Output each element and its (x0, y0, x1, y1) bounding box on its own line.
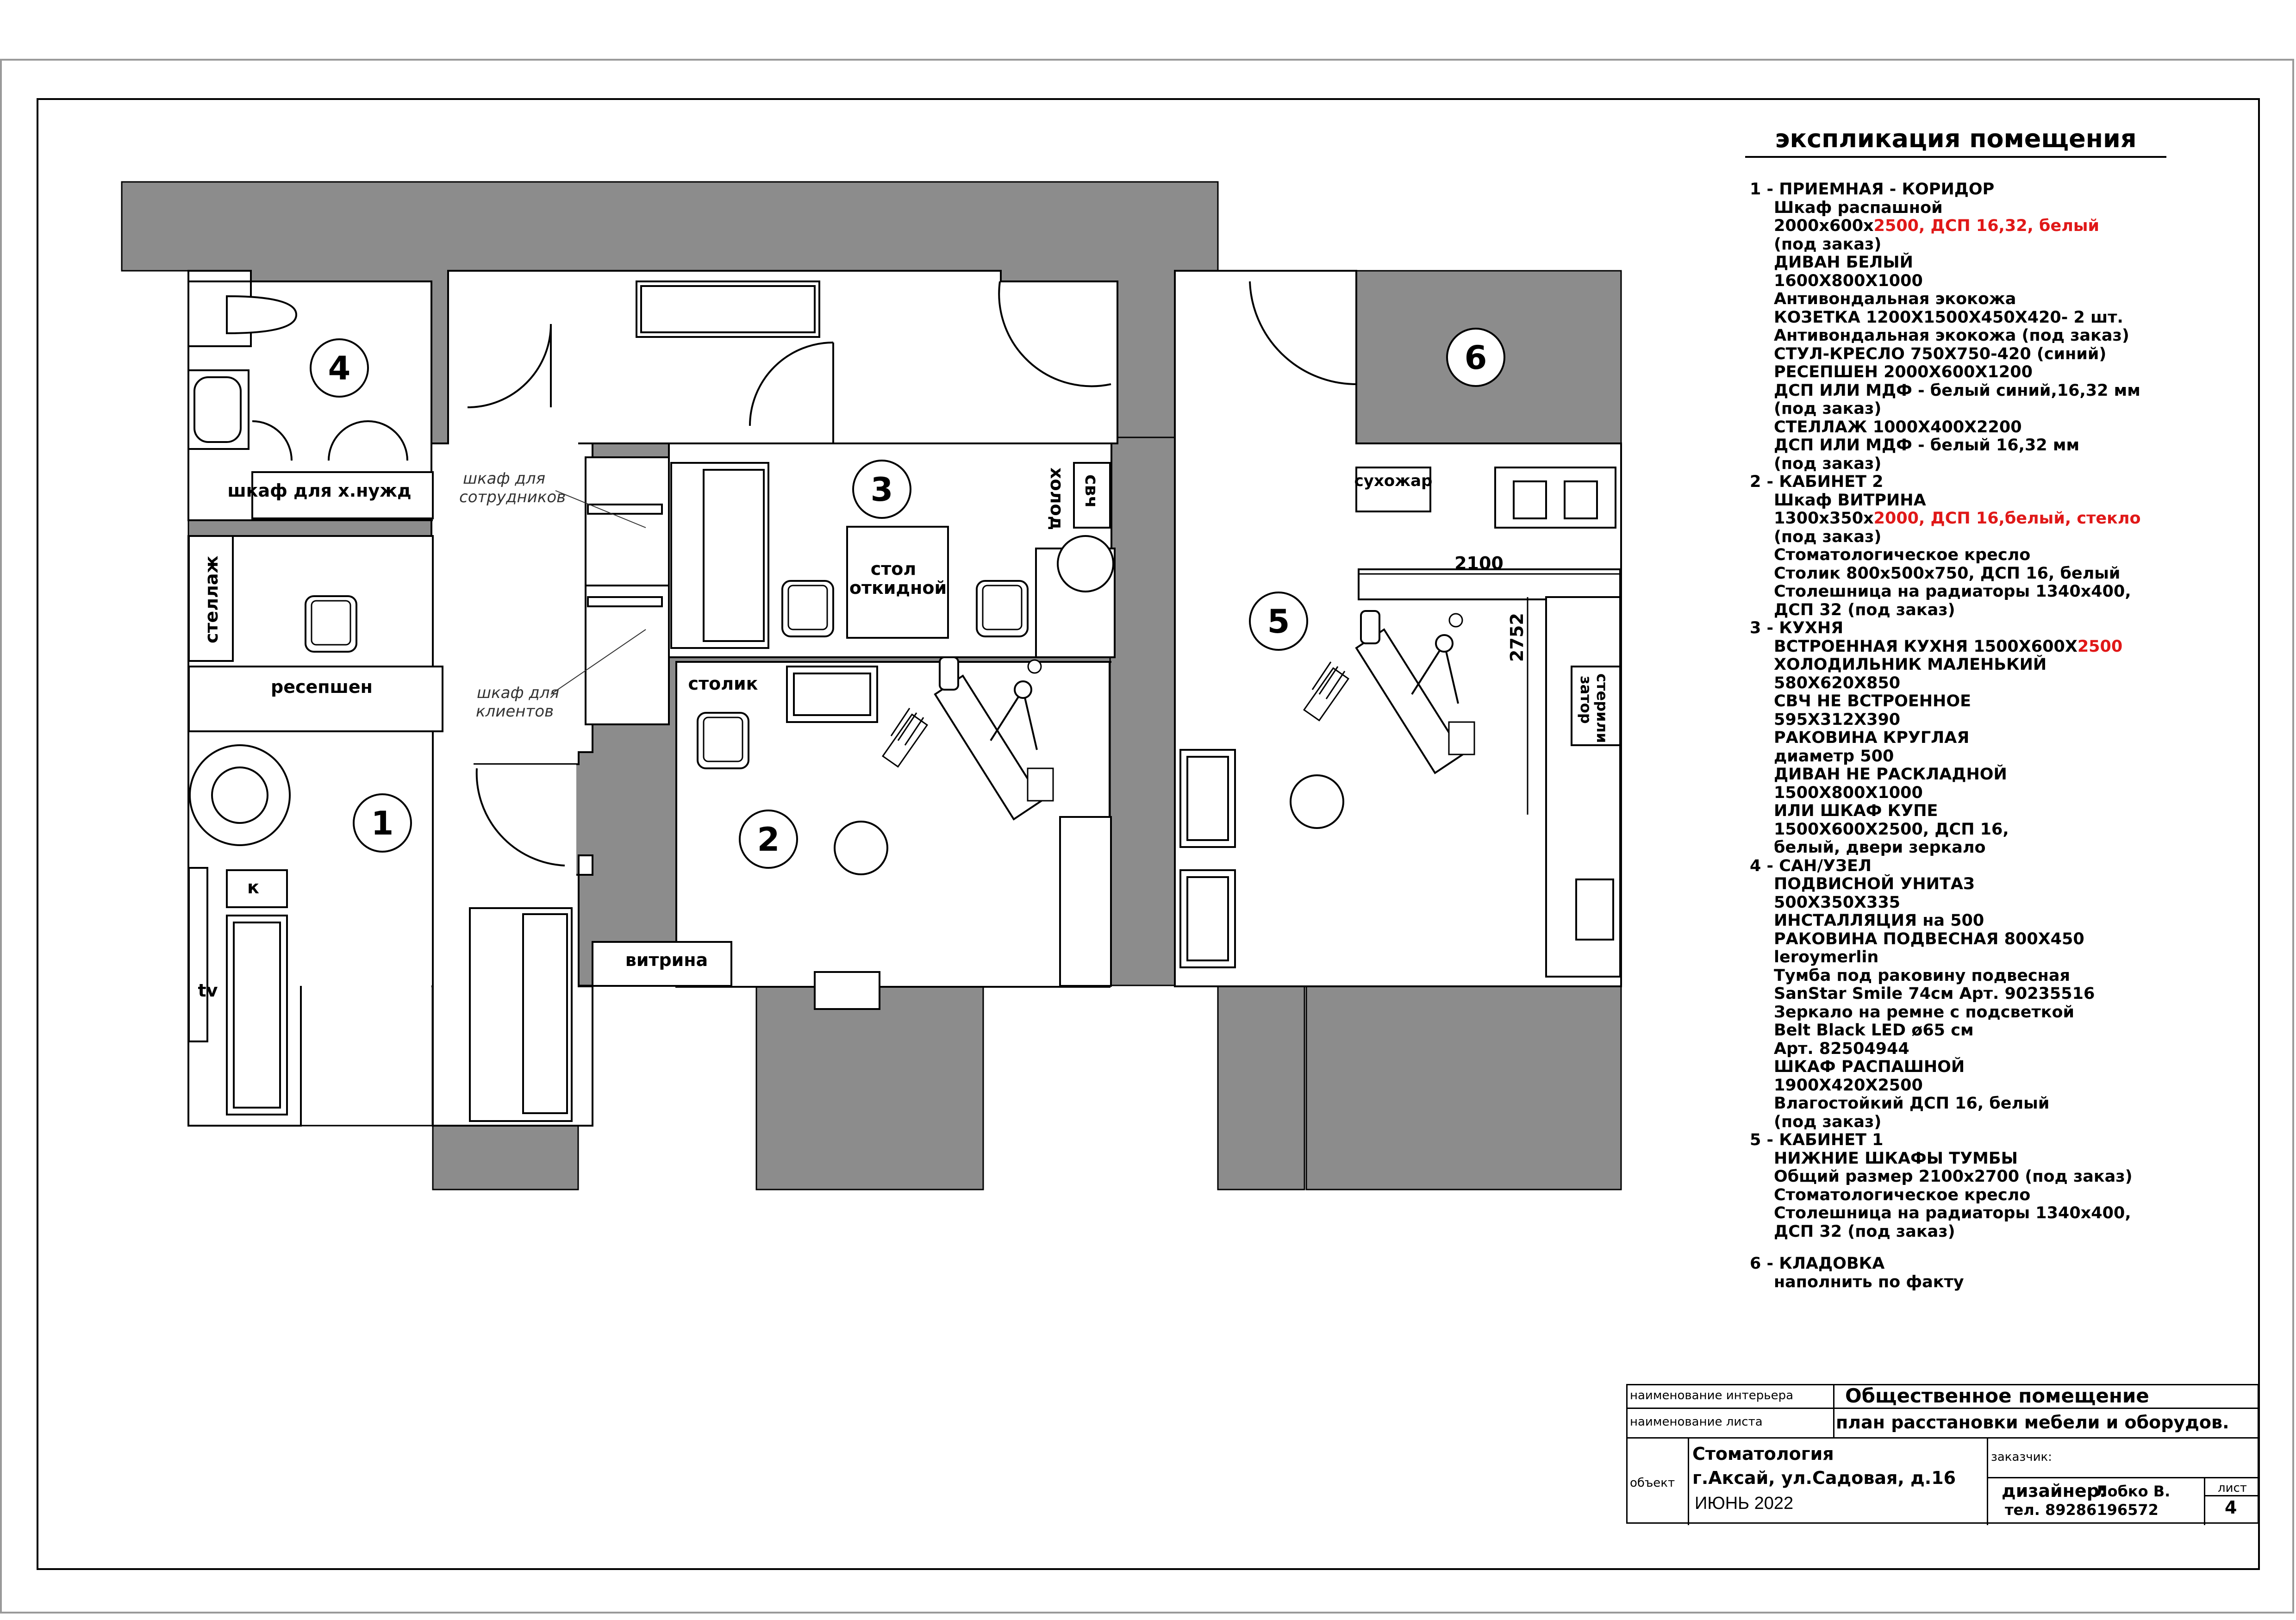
designer-phone: тел. 89286196572 (2005, 1501, 2159, 1519)
explication-text: ДСП ИЛИ МДФ - белый синий,16,32 мм (1774, 381, 2140, 400)
explication-item (1750, 692, 2259, 711)
explication-text: СТУЛ-КРЕСЛО 750Х750-420 (синий) (1774, 344, 2107, 363)
explication-text: leroymerlin (1774, 948, 1879, 966)
explication-text: РАКОВИНА КРУГЛАЯ (1774, 729, 1970, 747)
explication-item (1750, 1095, 2259, 1113)
label-staff-wardrobe-2: сотрудников (459, 488, 566, 506)
sheet-number: 4 (2225, 1497, 2237, 1518)
label-wardrobe-household: шкаф для х.нужд (227, 480, 412, 501)
explication-list (1750, 181, 2259, 1291)
explication-item (1750, 766, 2259, 784)
explication-item (1750, 363, 2259, 382)
explication-item (1750, 985, 2259, 1003)
explication-item (1750, 1204, 2259, 1223)
explication-text: Столик 800х500х750, ДСП 16, белый (1774, 564, 2121, 583)
room-number-3: 3 (870, 471, 893, 509)
explication-text: ДИВАН НЕ РАСКЛАДНОЙ (1774, 765, 2007, 784)
explication-text: 1500Х600Х2500, ДСП 16, (1774, 820, 2009, 839)
explication-text: 1300х350х (1774, 509, 1874, 528)
room-number-6: 6 (1464, 339, 1487, 377)
explication-item (1750, 656, 2259, 674)
label-microwave: свч (1081, 474, 1102, 508)
object-label: объект (1630, 1476, 1675, 1490)
explication-text: ИЛИ ШКАФ КУПЕ (1774, 802, 1938, 820)
explication-text: Стоматологическое кресло (1774, 1185, 2031, 1204)
explication-item (1750, 875, 2259, 894)
explication-text: Общий размер 2100х2700 (под заказ) (1774, 1167, 2133, 1186)
explication-item (1750, 802, 2259, 821)
explication-item (1750, 345, 2259, 364)
explication-text: диаметр 500 (1774, 747, 1894, 766)
label-client-wardrobe-1: шкаф для (477, 684, 560, 702)
explication-text: РЕСЕПШЕН 2000Х600Х1200 (1774, 363, 2033, 381)
explication-text: SanStar Smile 74см Арт. 90235516 (1774, 984, 2095, 1003)
room-number-1: 1 (371, 804, 394, 842)
explication-item (1750, 894, 2259, 912)
interior-label: наименование интерьера (1630, 1389, 1794, 1402)
chair-cabinet2 (698, 713, 749, 768)
title-block (1626, 1384, 2259, 1524)
explication-text: 1 - ПРИЕМНАЯ - КОРИДОР (1750, 180, 1995, 199)
explication-item (1750, 382, 2259, 400)
explication-item (1750, 217, 2259, 236)
explication-item (1750, 1223, 2259, 1241)
explication-item (1750, 1150, 2259, 1168)
explication-heading (1750, 1255, 2259, 1273)
sheet-number-label: лист (2218, 1481, 2247, 1495)
explication-text: (под заказ) (1774, 399, 1882, 418)
explication-text: 4 - САН/УЗЕЛ (1750, 856, 1872, 875)
explication-item (1750, 674, 2259, 693)
explication-item (1750, 510, 2259, 528)
explication-item (1750, 930, 2259, 949)
explication-item (1750, 290, 2259, 309)
label-dry-heat: сухожар (1354, 472, 1433, 490)
explication-item (1750, 528, 2259, 547)
explication-text: белый, двери зеркало (1774, 838, 1986, 857)
explication-text: СВЧ НЕ ВСТРОЕННОЕ (1774, 692, 1972, 710)
explication-text: ДСП 32 (под заказ) (1774, 600, 1955, 619)
explication-text: 1500Х800Х1000 (1774, 783, 1923, 802)
explication-item (1750, 436, 2259, 455)
explication-item (1750, 748, 2259, 766)
explication-item (1750, 1022, 2259, 1040)
explication-text: ПОДВИСНОЙ УНИТАЗ (1774, 875, 1975, 893)
explication-item (1750, 711, 2259, 729)
explication-text: 2 - КАБИНЕТ 2 (1750, 473, 1884, 491)
explication-item (1750, 236, 2259, 254)
explication-text: 1900Х420Х2500 (1774, 1076, 1923, 1095)
explication-item (1750, 546, 2259, 565)
explication-item (1750, 729, 2259, 748)
label-showcase: витрина (625, 950, 708, 970)
explication-item (1750, 199, 2259, 218)
explication-item (1750, 839, 2259, 857)
explication-text: ДИВАН БЕЛЫЙ (1774, 253, 1913, 272)
explication-text: Зеркало на ремне с подсветкой (1774, 1003, 2075, 1022)
interior-value: Общественное помещение (1845, 1384, 2149, 1407)
label-sterilizer-1: стерили (1593, 673, 1611, 743)
explication-text: 500Х350Х335 (1774, 893, 1901, 912)
explication-text: 5 - КАБИНЕТ 1 (1750, 1131, 1884, 1149)
label-table-fold-1: стол (870, 559, 917, 579)
explication-item (1750, 254, 2259, 272)
explication-text: КОЗЕТКА 1200Х1500Х450Х420- 2 шт. (1774, 308, 2123, 327)
designer-name: Лобко В. (2095, 1483, 2171, 1500)
explication-text: Влагостойкий ДСП 16, белый (1774, 1094, 2050, 1113)
label-staff-wardrobe-1: шкаф для (463, 469, 546, 488)
explication-text: наполнить по факту (1774, 1272, 1964, 1291)
object-line3: ИЮНЬ 2022 (1695, 1494, 1794, 1513)
room-number-4: 4 (328, 349, 351, 387)
label-tv: tv (198, 980, 218, 1001)
explication-item (1750, 1003, 2259, 1022)
label-sterilizer-2: затор (1577, 676, 1595, 724)
room-number-5: 5 (1267, 603, 1290, 641)
label-k: к (247, 877, 259, 897)
explication-text: Столешница на радиаторы 1340х400, (1774, 1204, 2131, 1222)
explication-text: НИЖНИЕ ШКАФЫ ТУМБЫ (1774, 1149, 2018, 1168)
explication-text: 2000х600х (1774, 217, 1874, 235)
explication-heading (1750, 181, 2259, 199)
explication-item (1750, 948, 2259, 967)
designer-label: дизайнер: (2002, 1481, 2107, 1501)
explication-text: Belt Black LED ø65 см (1774, 1021, 1974, 1040)
explication-item (1750, 912, 2259, 930)
explication-item (1750, 638, 2259, 656)
explication-item (1750, 492, 2259, 510)
explication-item (1750, 400, 2259, 418)
explication-text: ИНСТАЛЛЯЦИЯ на 500 (1774, 911, 1984, 930)
explication-text: Шкаф распашной (1774, 198, 1943, 217)
label-shelving: стеллаж (201, 555, 222, 643)
explication-highlight: 2000, ДСП 16,белый, стекло (1873, 509, 2141, 528)
label-small-table: столик (688, 673, 758, 694)
explication-highlight: 2500 (2077, 637, 2123, 656)
chair-kitchen-1 (782, 581, 833, 636)
explication-text: Арт. 82504944 (1774, 1039, 1909, 1058)
explication-item (1750, 1113, 2259, 1132)
explication-item (1750, 455, 2259, 474)
sheet-value: план расстановки мебели и оборудов. (1836, 1412, 2229, 1433)
explication-text: Стоматологическое кресло (1774, 546, 2031, 564)
chair-kitchen-2 (977, 581, 1028, 636)
explication-text: 6 - КЛАДОВКА (1750, 1254, 1885, 1273)
dim-width: 2100 (1454, 553, 1504, 573)
customer-label: заказчик: (1991, 1450, 2052, 1464)
object-line1: Стоматология (1692, 1444, 1834, 1464)
explication-text: Антивондальная экокожа (1774, 290, 2016, 308)
explication-item (1750, 967, 2259, 985)
explication-text: ХОЛОДИЛЬНИК МАЛЕНЬКИЙ (1774, 655, 2047, 674)
object-line2: г.Аксай, ул.Садовая, д.16 (1692, 1468, 1956, 1488)
explication-item (1750, 1040, 2259, 1059)
explication-text: Антивондальная экокожа (под заказ) (1774, 326, 2129, 345)
dim-height: 2752 (1507, 613, 1527, 662)
explication-item (1750, 1168, 2259, 1186)
explication-text: 580Х620Х850 (1774, 673, 1901, 692)
sheet-label: наименование листа (1630, 1415, 1763, 1429)
explication-item (1750, 565, 2259, 583)
explication-item (1750, 309, 2259, 327)
explication-item (1750, 821, 2259, 839)
explication-text: 3 - КУХНЯ (1750, 619, 1844, 637)
explication-item (1750, 583, 2259, 601)
explication-text: ДСП 32 (под заказ) (1774, 1222, 1955, 1241)
explication-heading (1750, 619, 2259, 638)
explication-gap (1750, 1241, 2259, 1255)
explication-heading (1750, 1131, 2259, 1150)
explication-text: 1600Х800Х1000 (1774, 271, 1923, 290)
explication-item (1750, 601, 2259, 620)
explication-item (1750, 784, 2259, 803)
explication-text: РАКОВИНА ПОДВЕСНАЯ 800Х450 (1774, 929, 2084, 948)
explication-text: 595Х312Х390 (1774, 710, 1901, 729)
explication-text: (под заказ) (1774, 527, 1882, 546)
explication-text: Шкаф ВИТРИНА (1774, 491, 1926, 510)
explication-item (1750, 327, 2259, 345)
explication-text: Тумба под раковину подвесная (1774, 966, 2070, 985)
explication-text: СТЕЛЛАЖ 1000Х400Х2200 (1774, 417, 2022, 436)
explication-heading (1750, 857, 2259, 876)
explication-text: (под заказ) (1774, 235, 1882, 254)
explication-text: ШКАФ РАСПАШНОЙ (1774, 1058, 1965, 1076)
explication-highlight: 2500, ДСП 16,32, белый (1873, 217, 2100, 235)
explication-title: экспликация помещения (1745, 124, 2166, 158)
explication-text: Столешница на радиаторы 1340х400, (1774, 582, 2131, 601)
explication-text: (под заказ) (1774, 1112, 1882, 1131)
label-reception: ресепшен (271, 677, 373, 697)
explication-heading (1750, 473, 2259, 492)
explication-item (1750, 1273, 2259, 1292)
explication-text: (под заказ) (1774, 454, 1882, 473)
explication-item (1750, 1058, 2259, 1077)
explication-item (1750, 1077, 2259, 1095)
chair-reception (306, 596, 356, 652)
label-client-wardrobe-2: клиентов (476, 702, 554, 721)
room-number-2: 2 (757, 821, 780, 859)
explication-text: ДСП ИЛИ МДФ - белый 16,32 мм (1774, 436, 2080, 455)
label-table-fold-2: откидной (849, 578, 947, 598)
explication-item (1750, 1186, 2259, 1205)
label-fridge: холод (1047, 467, 1067, 530)
explication-item (1750, 272, 2259, 291)
explication-text: ВСТРОЕННАЯ КУХНЯ 1500Х600Х (1774, 637, 2078, 656)
explication-item (1750, 418, 2259, 437)
